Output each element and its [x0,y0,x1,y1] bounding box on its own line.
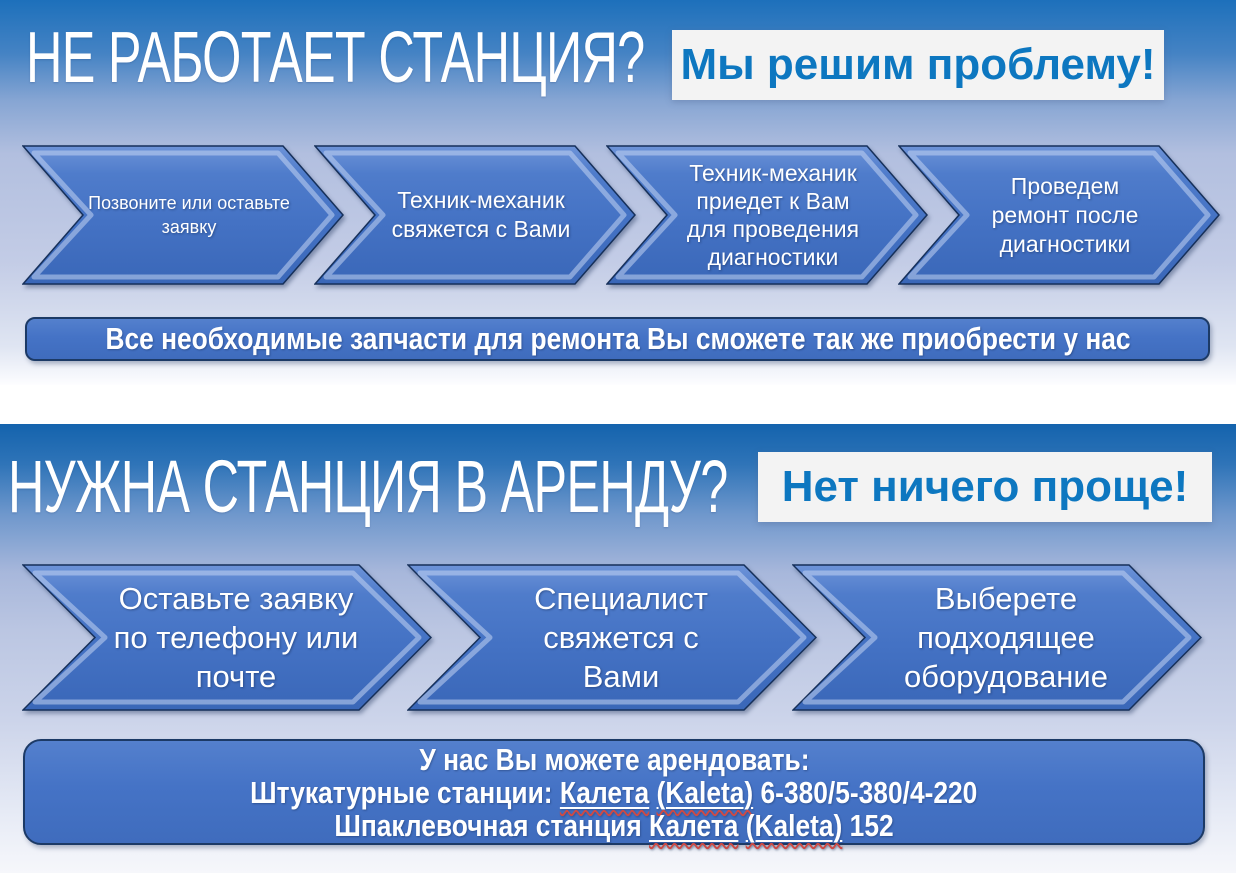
rent-step-3-label: Выберете подходящее оборудование [904,581,1108,694]
rental-banner-line-2: Штукатурные станции: Калета (Kaleta) 6-380/5-380/4-220 [250,774,978,810]
brand-name-cyrillic: Калета [649,807,739,843]
repair-section [0,0,1236,385]
repair-step-2 [314,145,636,285]
rent-section [0,424,1236,873]
repair-step-3-label: Техник-механик приедет к Вам для проведения диагностики [686,160,860,270]
spare-parts-banner-text: Все необходимые запчасти для ремонта Вы сможете так же приобрести у нас [104,321,1131,356]
repair-step-3 [606,145,928,285]
repair-highlight-text: Мы решим проблему! [680,40,1156,89]
rent-steps-row [22,564,1202,711]
repair-step-1-label: Позвоните или оставьте заявку [88,193,290,237]
rent-step-1-label: Оставьте заявку по телефону или почте [113,581,359,694]
rent-highlight-text: Нет ничего проще! [781,462,1189,511]
repair-step-2-label: Техник-механик свяжется с Вами [391,187,571,242]
repair-highlight-box [672,30,1164,100]
rental-banner-line-3: Шпаклевочная станция Калета (Kaleta) 152 [334,807,894,843]
repair-step-1 [22,145,344,285]
rental-offer-banner [23,739,1205,845]
rent-section-title: НУЖНА СТАНЦИЯ В АРЕНДУ? [8,445,728,528]
brand-name-latin: (Kaleta) [656,774,754,810]
brand-name-latin: (Kaleta) [745,807,843,843]
rent-step-3 [792,564,1202,711]
rental-banner-line-1: У нас Вы можете арендовать: [418,741,810,777]
rent-step-2-label: Специалист свяжется с Вами [534,581,708,694]
spare-parts-banner [25,317,1210,361]
rent-step-1 [22,564,432,711]
rent-step-2 [407,564,817,711]
repair-section-title: НЕ РАБОТАЕТ СТАНЦИЯ? [26,18,645,98]
rent-highlight-box [758,452,1212,522]
repair-step-4 [898,145,1220,285]
brand-name-cyrillic: Калета [560,774,650,810]
sections-divider [0,385,1236,424]
repair-step-4-label: Проведем ремонт после диагностики [991,172,1139,257]
repair-steps-row [22,145,1220,285]
